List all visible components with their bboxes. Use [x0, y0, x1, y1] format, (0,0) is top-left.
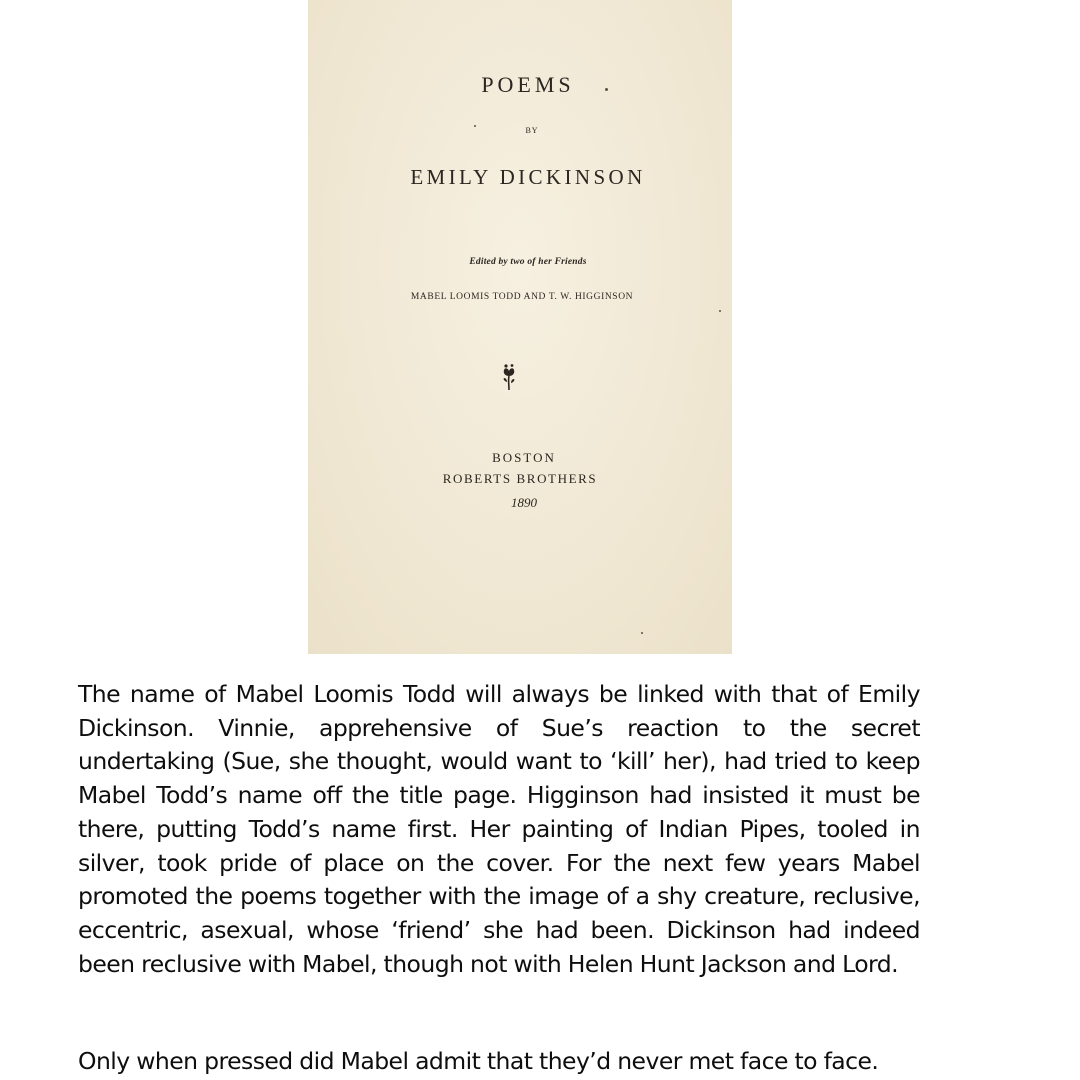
book-title: POEMS	[481, 72, 575, 97]
body-paragraph: Only when pressed did Mabel admit that they’d never met face to face.	[78, 1047, 879, 1075]
body-paragraph: The name of Mabel Loomis Todd will always be linked with that of Emily Dickinson. Vinnie, apprehensive of Sue’s reaction to the secret undertaking (Sue, she thought, would want to ‘kill’ her), had tried to keep Mabel Todd’s name off the title page. Higginson had insisted it must be there, putting Todd’s name first. Her painting of Indian Pipes, tooled in silver, took pride of place on the cover. For the next few years Mabel promoted the poems together with the image of a shy creature, reclusive, eccentric, asexual, whose ‘friend’ she had been. Dickinson had indeed been reclusive with Mabel, though not with Helen Hunt Jackson and Lord.	[78, 680, 920, 978]
speck-mark	[605, 88, 608, 91]
author-name: EMILY DICKINSON	[410, 165, 646, 189]
editors-line: MABEL LOOMIS TODD AND T. W. HIGGINSON	[410, 292, 634, 302]
publication-year: 1890	[511, 495, 537, 510]
publication-place: BOSTON	[492, 450, 556, 465]
speck-mark	[474, 125, 476, 127]
speck-mark	[641, 632, 643, 634]
floral-ornament-icon	[498, 362, 520, 392]
edited-by-line: Edited by two of her Friends	[469, 257, 587, 267]
publisher-name: ROBERTS BROTHERS	[442, 471, 598, 486]
byline: BY	[525, 126, 539, 135]
speck-mark	[719, 310, 721, 312]
title-page-image	[308, 0, 732, 654]
